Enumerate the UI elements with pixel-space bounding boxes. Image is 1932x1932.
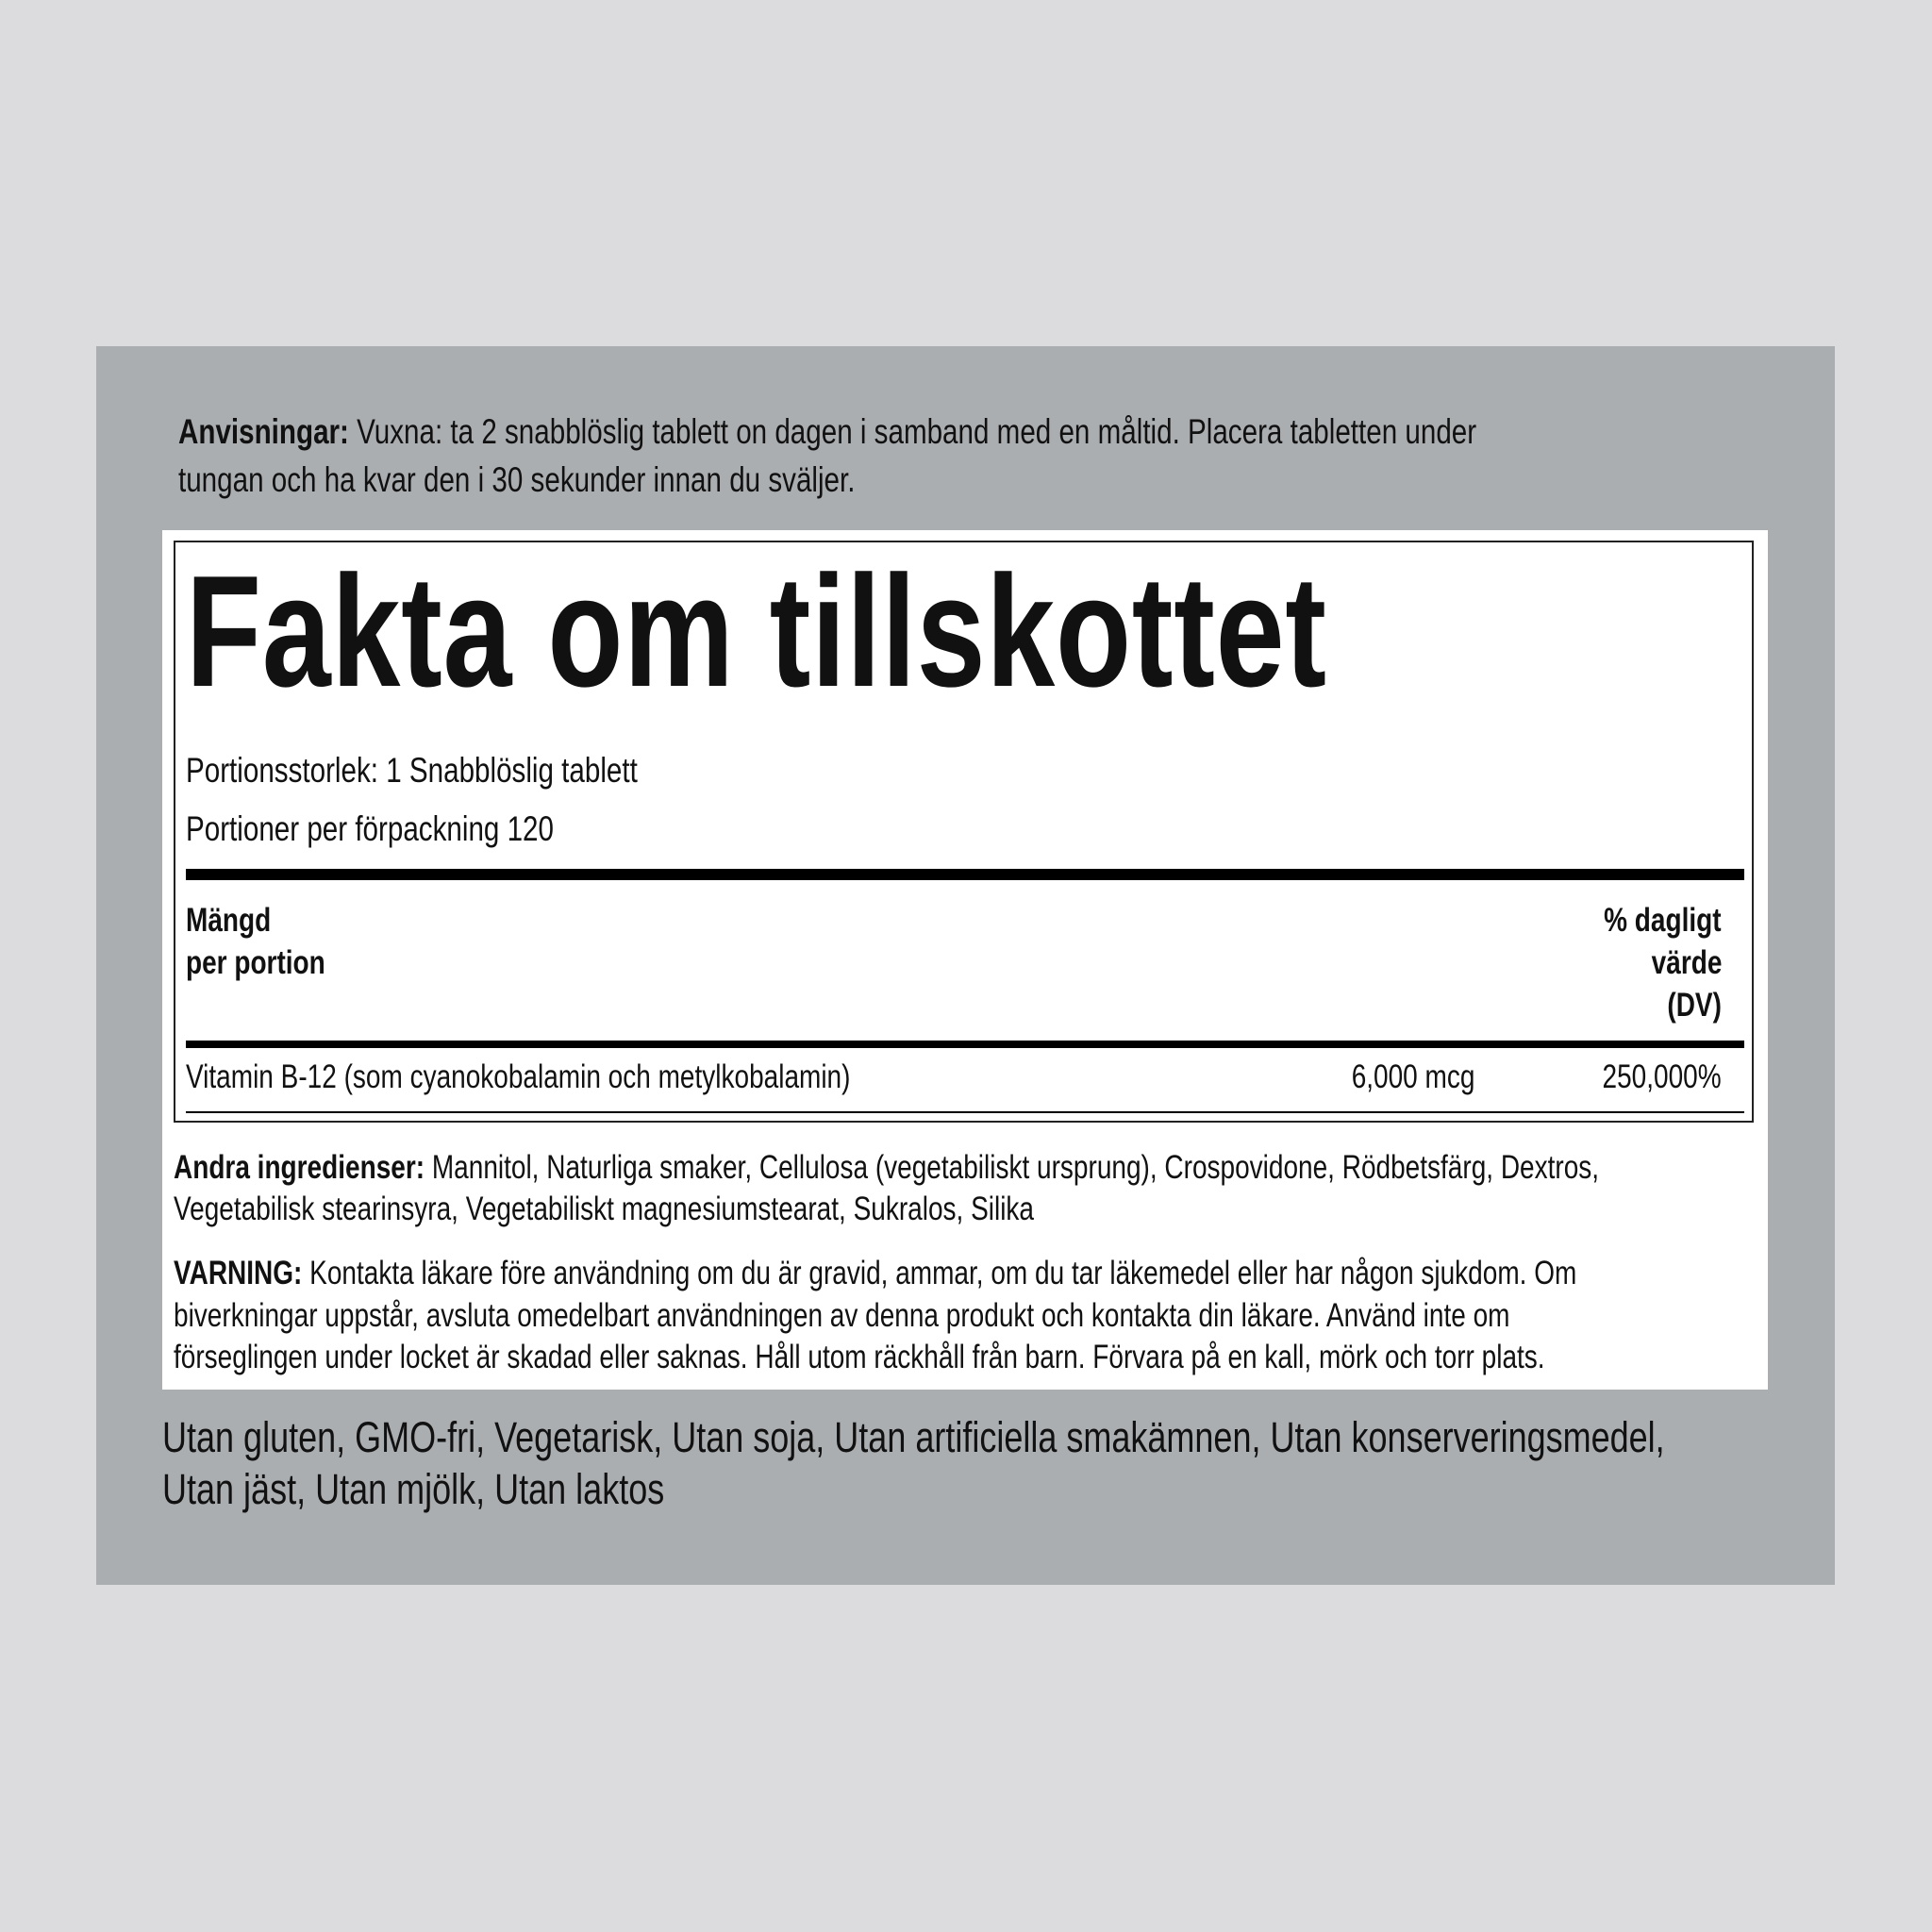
- nutrient-name: Vitamin B-12 (som cyanokobalamin och metylkobalamin): [186, 1058, 851, 1095]
- header-dv-line-3: (DV): [1667, 987, 1722, 1024]
- claims-line-2: Utan jäst, Utan mjölk, Utan laktos: [162, 1465, 665, 1513]
- warning-line-1: [174, 1257, 1576, 1290]
- other-ingredients-text: Mannitol, Naturliga smaker, Cellulosa (vegetabiliskt ursprung), Crospovidone, Rödbetsfärg, Dextros,: [431, 1149, 1600, 1186]
- directions-line-1: [178, 414, 1476, 449]
- warning-line-2: biverkningar uppstår, avsluta omedelbart användningen av denna produkt och kontakta din läkare. Använd inte om: [174, 1297, 1510, 1334]
- facts-title: Fakta om tillskottet: [186, 542, 1327, 720]
- header-amount-line-1: Mängd: [186, 902, 272, 939]
- directions-line-2: tungan och ha kvar den i 30 sekunder innan du sväljer.: [178, 460, 856, 499]
- warning-line-3: förseglingen under locket är skadad eller saknas. Håll utom räckhåll från barn. Förvara på en kall, mörk och torr plats.: [174, 1339, 1545, 1375]
- thin-divider: [186, 1111, 1744, 1113]
- header-dv-line-1: % dagligt: [1604, 902, 1722, 939]
- claims-line-1: Utan gluten, GMO-fri, Vegetarisk, Utan soja, Utan artificiella smakämnen, Utan konserveringsmedel,: [162, 1413, 1665, 1461]
- nutrient-dv: 250,000%: [1602, 1058, 1722, 1095]
- other-ingredients-label: Andra ingredienser:: [174, 1149, 425, 1186]
- other-ingredients-line-2: Vegetabilisk stearinsyra, Vegetabiliskt magnesiumstearat, Sukralos, Silika: [174, 1191, 1034, 1227]
- warning-text: Kontakta läkare före användning om du är gravid, ammar, om du tar läkemedel eller har någon sjukdom. Om: [309, 1255, 1577, 1291]
- thick-divider: [186, 869, 1744, 880]
- header-amount-line-2: per portion: [186, 944, 325, 981]
- nutrient-amount: 6,000 mcg: [1351, 1058, 1474, 1095]
- other-ingredients-line-1: [174, 1151, 1599, 1184]
- thick-divider-2: [186, 1041, 1744, 1048]
- directions-label: Anvisningar:: [178, 412, 349, 451]
- header-dv-line-2: värde: [1651, 944, 1722, 981]
- warning-label: VARNING:: [174, 1255, 303, 1291]
- serving-size: Portionsstorlek: 1 Snabblöslig tablett: [186, 751, 638, 790]
- directions-text: Vuxna: ta 2 snabblöslig tablett on dagen i samband med en måltid. Placera tabletten under: [357, 412, 1477, 451]
- servings-per-container: Portioner per förpackning 120: [186, 809, 554, 848]
